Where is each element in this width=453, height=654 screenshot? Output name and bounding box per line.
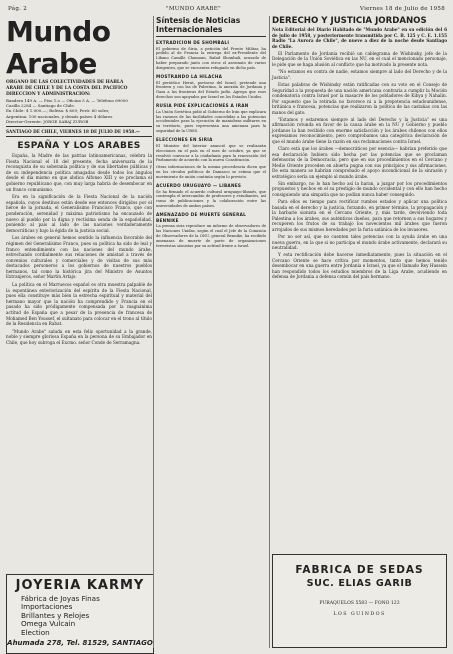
article-paragraph: La política en el Marruecos español es otra muestra palpable de la espontánea exteriorización del espíritu de la Fiesta Nacional, pues ella constituye más bien la estrecha espiritual y material del hermano mayor que la nación ha comprendido y Francia en el pasado ha sido pródigamente compensada por la magnánima actitud de España que a pesar de la presencia de francesa de Mohamed Ben Youssef, el sultanato para colocar en el trono al título de la Residencia en Rabat. (6, 282, 152, 327)
ad-items (7, 595, 153, 637)
divider (6, 126, 152, 127)
dateline: SANTIAGO DE CHILE, VIERNES 18 DE JULIO DE 1958.— (6, 129, 140, 135)
page-number: Pág. 2 (8, 6, 28, 12)
ad-location: LOS GUINDOS (333, 612, 386, 617)
masthead-title: Mundo Arabe (6, 15, 111, 80)
karmy-advertisement (6, 574, 154, 654)
masthead-director: Director-Gerente: JORGE SABAJ ZUROB (6, 118, 89, 124)
masthead-mailbox: Casilla 2284 — Santiago de Chile. (6, 103, 75, 109)
article-paragraph: Los árabes en general hemos sentido la influencia favorable del régimen del Generalísimo Franco, pues su política ha sido de leal y franco entendimiento con las naciones del mundo árabe, estrechando cordialmente sus relaciones de amistad a través de convenios culturales y comerciales y de visitas de sus más destacados personeros a los gobiernos de nuestros pueblos hermanos, tal como la histórica jira del Ministro de Asuntos Extranjeros, señor Martín Artajo. (6, 235, 152, 280)
editorial-paragraph: Sin embargo, no lo han hecho así la haran, a juzgar por los procedimientos propuestos y hechos en el su prestigio de mundo occidental y con ello han hecho consiguiendo una simpatía que no podían nunca haber conseguido. (272, 180, 447, 197)
news-summary-title: Síntesis de Noticias Internacionales (156, 16, 241, 34)
news-subheading: AMENAZADO DE MUERTE GENERAL BENNIKE (156, 212, 247, 223)
editorial-paragraph: "No estamos en contra de nadie, estamos siempre al lado del Derecho y de la Justicia". (272, 69, 447, 80)
editorial-lead: Nota Editorial del Diario Habitado de "Mundo Arabe" en su edición del 6 de julio de 1958, y posteriormente transmitida por C. B. 125 y C. E. 1.155 Radio "La Aurora de Chile", de nueve a diez de la noche desde Santiago de Chile. (272, 27, 447, 49)
ad-address: PURAQUELOS 5583 — FONO 123 (319, 601, 400, 606)
ad-title: JOYERIA KARMY (15, 578, 145, 593)
masthead-prices-foreign: Argentina: 100 nacionales, y demás países 4 dólares (6, 113, 113, 119)
ad-item: Fábrica de Joyas Finas (21, 594, 100, 603)
middle-column (156, 16, 266, 646)
editorial-paragraph: Y esta rectificación debe hacerse inmediatamente, pues la situación en el Cercano Oriente se hace crítica por momentos, tanto que hemos tenido desembocar en una guerra entre Jordania e Israel, ya que el llamado Rey Hussein han respondido todos los estudios miembros de la Liga Arabe, acudiendo en defensa de Jordania a defensa común del país hermano. (272, 252, 447, 280)
news-paragraph: El Ministro del Interior anunció que se realizarán elecciones en el país en el mes de octubre, ya que se resolvió convocar a la ciudadanía para la renovación del Parlamento de acuerdo con la nueva Constitución. (156, 143, 266, 163)
article-paragraph: Era en la significación de la Fiesta Nacional de la nación española, cuyos destinos están desde ese entonces dirigidos por el héroe de la jornada, el Generalísimo Francisco Franco, que con ponderación, serenidad y máxima patriotismo ha encauzado de nuevo al pueblo por la digna y rectísima senda de la españolidad, poniendo al país al lado de las naciones verdaderamente democráticas y bajo la égida de la justicia social. (6, 194, 152, 233)
editorial-title: DERECHO Y JUSTICIA JORDANOS (272, 16, 427, 26)
right-column (272, 16, 447, 646)
ad-item: Importaciones (21, 602, 73, 612)
garib-advertisement (272, 554, 447, 648)
news-paragraph: La Unión Soviética pidió al Gobierno de Irán que explicara las razones de las facilidades concedidas a las potencias occidentales para la ejecución de maniobras militares en su territorio, pues representan una amenaza para la seguridad de la URSS. (156, 109, 266, 134)
news-paragraph: Otras informaciones de la misma procedencia dicen que en los círculos políticos de Damasco se estima que el movimiento de unión continúa según lo previsto. (156, 165, 266, 180)
news-subheading: MOSTRANDO LA HILACHA (156, 74, 223, 80)
news-subheading: RUSIA PIDE EXPLICACIONES A IRAN (156, 103, 249, 109)
masthead-prices: En Chile: $ 1.000.—; Bolivia: $ 600; Perú: 60 soles; (6, 108, 110, 114)
news-subheading: ACUERDO URUGUAYO — LIBANES (156, 183, 242, 189)
masthead-line: ARABE DE CHILE Y DE LA COSTA DEL PACIFICO (6, 86, 128, 91)
issue-date: Viernes 18 de Julio de 1958 (359, 6, 445, 12)
ad-item: Election (21, 627, 50, 637)
masthead-line: DIRECCION Y ADMINISTRACION: (6, 92, 91, 97)
ad-address: Ahumada 278, Tel. 81529, SANTIAGO (7, 639, 153, 648)
editorial-paragraph: Para ellos es tiempo para rectificar rumbos estados y aplicar una política basada en el derecho y la justicia, forzando, en primer término, la propagación y la barbarie sionista en el Cercano Oriente, y, más tarde, devolviendo toda Palestina a los árabes, sus auténticos dueños, para que retornen a sus hogares y recuperen los frutos de su trabajo los novecientos mil árabes que fueron arrojados de sus mismos heredades por la furia satánica de los invasores. (272, 199, 447, 232)
editorial-paragraph: Estas palabras de Wishinsky están ratificadas con su voto en el Consejo de Seguridad a la propuesta de una nación americana contraria a cumplir la Moción condenatoria contra Israel por la masacre de los pobladores de Kibya y Nahalin. Por supuesto que la retirada no favorece ni a la prepotencia estadounidense, británica o francesa, potencias que realizaron la política de las castañas con las manos del gato. (272, 82, 447, 115)
ad-title: FABRICA DE SEDAS (295, 564, 424, 576)
ad-item: Brillantes y Relojes (21, 610, 90, 620)
editorial-paragraph: "Estamos y estaremos siempre al lado del Derecho y la Justicia" es una afirmación rotunda en favor de la causa árabe en la NU y Gobierno y pueblo jordanos la han recibido con enorme satisfacción y los árabes chilenos con ellos expresamos reconocimiento, pero comprobamos una categórica declaración de que el mundo árabe tiene la razón en sus reclamaciones contra Israel. (272, 116, 447, 144)
left-column (6, 16, 152, 646)
news-paragraph: Se ha firmado el acuerdo cultural uruguayo-libanés, que contempla el intercambio de profesores y estudiantes, así como de publicaciones y la colaboración entre las universidades de ambos países. (156, 189, 266, 209)
editorial-paragraph: Claro está que los árabes —democráticos por esencia— habrían preferido que esa declaración hubiera sido hecha por las potencias que se proclaman defensoras de la Democracia, pero que en sus procedimientos en el Cercano y Medio Oriente proceden en abierta pugna con sus principios y sus afirmaciones. De esta manera se habrían comprobado el apoyo incondicional de la sinrazón y estratégico sería un ejemplo al mundo árabe. (272, 146, 447, 179)
news-paragraph: El gobierno de Siria, a petición del Frente Militar, ha pedido al de Francia la entrega del ex-Presidente del Líbano Camille Chamoun, Rafad Shombali, acusado de haber preparado junto con otros el asesinato de varios dirigentes, que se encuentra refugiado en dicho país. (156, 46, 266, 71)
ad-company: SUC. ELIAS GARIB (306, 578, 413, 589)
news-paragraph: La prensa siria reproduce un informe de observadores de las Naciones Unidas, según el cual el Jefe de la Comisión de Observadores de la ONU, general Bennike, ha recibido amenazas de muerte de parte de organizaciones terroristas sionistas por su actitud frente a Israel. (156, 224, 266, 248)
page-header-bar (8, 4, 445, 14)
news-subheading: EXTRADICION DE SHOMBALI (156, 40, 230, 45)
ad-item: Omega Vulcain (21, 619, 76, 629)
editorial-paragraph: El Parlamento de Jordania recibió un cablegrama de Wishinsky, jefe de la Delegación de la Unión Soviética en las NU, en el cual el mencionado personaje, le pide que se haga alusión al conflicto que ha motivado la presente nota. (272, 51, 447, 67)
masthead-line: ORGANO DE LAS COLECTIVIDADES DE HABLA (6, 80, 124, 85)
editorial-paragraph: Por no ser así, que no cuenten tales potencias con la ayuda árabe en una nueva guerra, en la que si no participa el mundo árabe activamente, declarará su neutralidad. (272, 234, 447, 250)
news-paragraph: El periódico Herut, portavoz del Israel, pretende una frontera y con las de Palestina, la anexión de Jordania y Gaza a las fronteras del Estado judío. Agrega que esos derechos son apoyados por Israel en los Estados Unidos. (156, 80, 266, 100)
column-divider (153, 16, 154, 648)
article-paragraph: España, la Madre de las patrias latinoamericanas, celebra la Fiesta Nacional el 18 del presente, fecha aniversaria de la reconquista de su soberanía política y de sus libertades públicas y de su independencia política amagadas desde todos los ángulos desde el día mismo en que abdica Alfonso XIII y se proclama el gobierno republicano que, con muy larga habría de desembocar en un franco comunismo. (6, 153, 152, 192)
divider (156, 36, 266, 37)
column-divider (269, 16, 270, 648)
divider (6, 136, 152, 137)
masthead-address: Bandera 149 A. — Piso 1.o — Oficina 5 A. — Teléfono 69000 (6, 98, 128, 103)
article-paragraph: "Mundo Arabe" saluda en esta feliz oportunidad a la grande, noble y siempre gloriosa España en la persona de su Embajador en Chile, que hoy subroga el Excmo. señor Conde de Serramagna. (6, 328, 152, 346)
section-heading: ESPAÑA Y LOS ARABES (17, 141, 141, 152)
paper-name: "MUNDO ARABE" (166, 6, 221, 12)
news-subheading: ELECCIONES EN SIRIA (156, 137, 213, 143)
